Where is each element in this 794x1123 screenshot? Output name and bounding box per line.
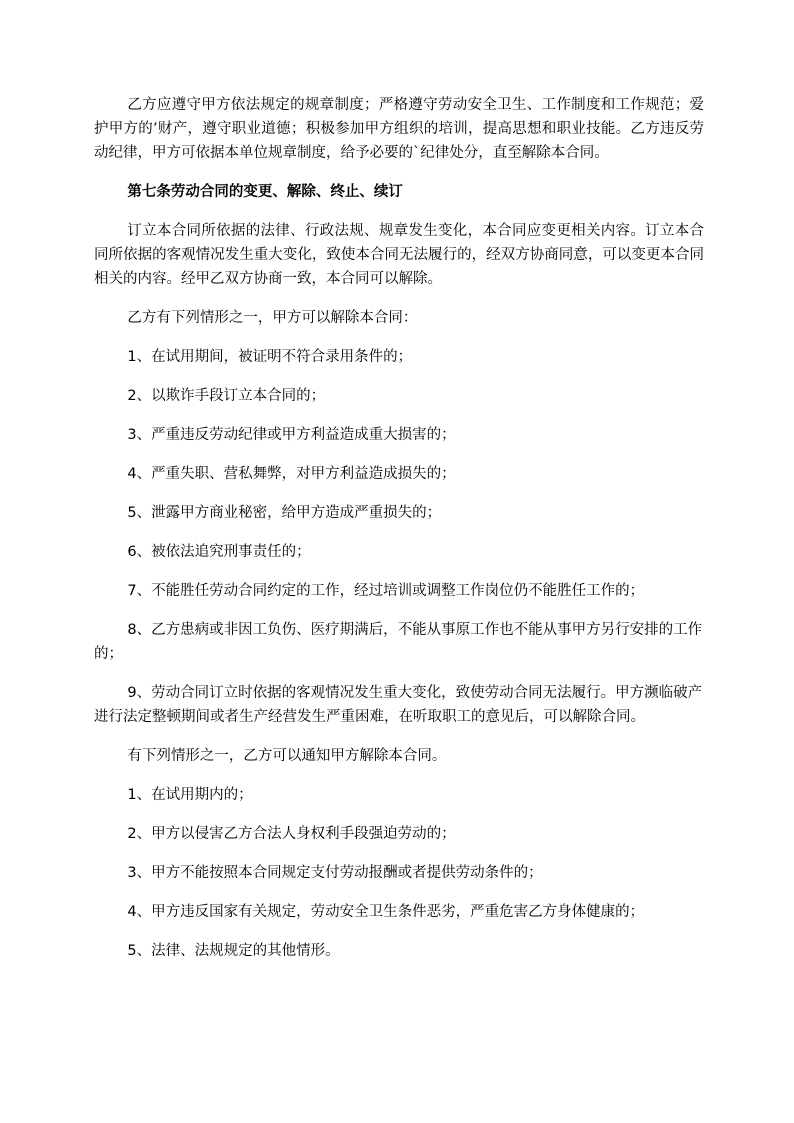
list-item: 5、法律、法规规定的其他情形。	[127, 943, 340, 959]
list-item: 5、泄露甲方商业秘密，给甲方造成严重损失的；	[127, 505, 442, 521]
list-item: 1、在试用期内的；	[127, 787, 253, 803]
list-item: 7、不能胜任劳动合同约定的工作，经过培训或调整工作岗位仍不能胜任工作的；	[127, 583, 645, 599]
change-paragraph: 订立本合同所依据的法律、行政法规、规章发生变化，本合同应变更相关内容。订立本合同所依据的客观情况发生重大变化，致使本合同无法履行的，经双方协商同意，可以变更本合同相关的内容。经甲乙双方协商一致，本合同可以解除。	[94, 223, 704, 287]
section-heading: 第七条劳动合同的变更、解除、终止、续订	[127, 184, 403, 200]
list-item: 8、乙方患病或非因工负伤、医疗期满后，不能从事原工作也不能从事甲方另行安排的工作的；	[94, 622, 703, 662]
list-item: 4、严重失职、营私舞弊，对甲方利益造成损失的；	[127, 466, 456, 482]
document-page	[94, 93, 704, 978]
list-item: 9、劳动合同订立时依据的客观情况发生重大变化，致使劳动合同无法履行。甲方濒临破产进行法定整顿期间或者生产经营发生严重困难，在听取职工的意见后，可以解除合同。	[94, 685, 703, 725]
list-item: 2、以欺诈手段订立本合同的；	[127, 388, 326, 404]
list-item: 1、在试用期间，被证明不符合录用条件的；	[127, 349, 413, 365]
list-item: 3、甲方不能按照本合同规定支付劳动报酬或者提供劳动条件的；	[127, 865, 543, 881]
party-b-termination-intro: 有下列情形之一，乙方可以通知甲方解除本合同。	[127, 748, 447, 764]
intro-paragraph: 乙方应遵守甲方依法规定的规章制度；严格遵守劳动安全卫生、工作制度和工作规范；爱护甲方的’财产，遵守职业道德；积极参加甲方组织的培训，提高思想和职业技能。乙方违反劳动纪律，甲方可依据本单位规章制度，给予必要的`纪律处分，直至解除本合同。	[94, 97, 704, 161]
list-item: 3、严重违反劳动纪律或甲方利益造成重大损害的；	[127, 427, 456, 443]
party-a-termination-intro: 乙方有下列情形之一，甲方可以解除本合同：	[127, 310, 418, 326]
list-item: 6、被依法追究刑事责任的；	[127, 544, 311, 560]
list-item: 4、甲方违反国家有关规定，劳动安全卫生条件恶劣，严重危害乙方身体健康的；	[127, 904, 645, 920]
list-item: 2、甲方以侵害乙方合法人身权利手段强迫劳动的；	[127, 826, 456, 842]
